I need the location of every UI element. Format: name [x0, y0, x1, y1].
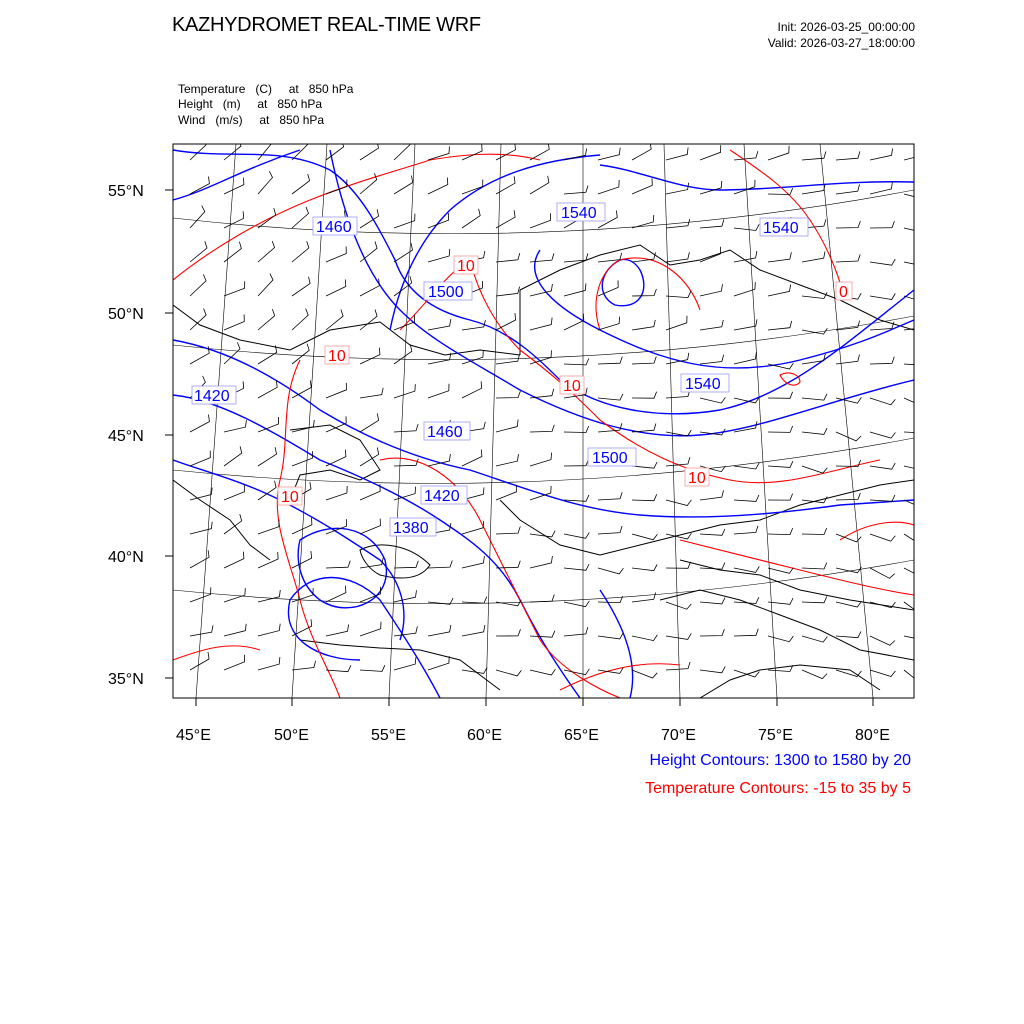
height-label: 1460: [427, 424, 463, 441]
wind-barb: [496, 485, 516, 500]
height-label: 1500: [428, 284, 464, 301]
wind-barb: [666, 252, 689, 262]
wind-barb: [768, 146, 789, 160]
wind-barb: [768, 461, 793, 467]
wind-barb: [496, 561, 520, 568]
height-label: 1420: [194, 388, 230, 405]
wind-barb: [496, 420, 518, 433]
wind-barb: [326, 310, 343, 331]
wind-barb: [802, 528, 827, 535]
wind-barb: [666, 533, 691, 539]
wind-barb: [700, 598, 725, 604]
valid-time: Valid: 2026-03-27_18:00:00: [767, 36, 915, 50]
wind-barb: [496, 313, 516, 330]
wind-barb: [836, 601, 861, 607]
wind-barb: [768, 636, 793, 642]
wind-barb: [224, 178, 244, 194]
wind-barb: [394, 384, 415, 398]
wind-barb: [190, 241, 207, 262]
wind-barb: [904, 398, 929, 407]
wind-barb: [836, 254, 860, 262]
wind-barb: [632, 178, 652, 194]
temperature-label: 10: [328, 348, 346, 365]
wind-barb: [598, 633, 623, 639]
wind-barb: [326, 624, 349, 636]
wind-barb: [734, 421, 757, 432]
wind-barb: [632, 142, 651, 160]
wind-barb: [802, 563, 827, 569]
wind-barb: [394, 138, 410, 160]
wind-barb: [734, 597, 759, 603]
wind-barb: [904, 500, 929, 509]
temperature-label: 10: [688, 470, 706, 487]
wind-barb: [530, 318, 552, 330]
wind-barb: [734, 352, 756, 364]
wind-barb: [904, 534, 928, 546]
wind-barb: [904, 227, 929, 233]
wind-barb: [666, 291, 691, 297]
wind-barb: [530, 176, 549, 194]
height-label: 1460: [316, 219, 352, 236]
wind-barb: [768, 188, 793, 194]
wind-barb: [768, 528, 793, 535]
wind-barb: [258, 208, 276, 228]
wind-barb: [530, 669, 555, 675]
lon-tick-label: 75°E: [758, 727, 793, 744]
wind-barb: [224, 211, 244, 228]
wind-barb: [836, 221, 860, 228]
wind-barb: [360, 484, 380, 500]
wind-barb: [700, 629, 724, 636]
wind-barb: [462, 144, 482, 160]
wind-barb: [258, 380, 277, 398]
wind-barb: [292, 207, 309, 228]
wind-barb: [360, 413, 379, 432]
wind-barb: [870, 149, 893, 161]
lat-tick-label: 50°N: [108, 306, 144, 323]
wind-barb: [326, 561, 350, 568]
longitude-labels: [176, 727, 890, 744]
wind-barb: [292, 277, 310, 296]
wind-barb: [734, 495, 759, 501]
wind-barb: [360, 519, 380, 534]
wind-barb: [224, 420, 247, 432]
wind-barb: [904, 194, 929, 200]
wind-barb: [632, 357, 656, 365]
wind-barb: [292, 344, 309, 364]
wind-barb: [870, 221, 894, 228]
wind-barb: [598, 317, 620, 330]
wind-barb: [258, 520, 279, 534]
axis-ticks: [165, 190, 873, 706]
lon-tick-label: 60°E: [467, 727, 502, 744]
wind-barb: [258, 552, 278, 568]
wind-barb: [326, 665, 351, 671]
chart-title: KAZHYDROMET REAL-TIME WRF: [172, 14, 481, 36]
wind-barb: [462, 521, 484, 534]
wind-barb: [632, 635, 657, 641]
wind-barb: [904, 635, 929, 641]
wind-barb: [224, 242, 241, 262]
wind-barb: [768, 494, 793, 501]
height-label: 1540: [685, 376, 721, 393]
wind-barb: [598, 148, 620, 160]
wind-barb: [734, 180, 755, 194]
wind-barb: [462, 209, 480, 228]
wind-barb: [496, 391, 520, 398]
wind-barb: [190, 274, 206, 296]
wind-barb: [394, 487, 416, 500]
wind-barb: [768, 426, 793, 432]
wind-barb: [632, 670, 657, 678]
height-contour-legend: Height Contours: 1300 to 1580 by 20: [649, 752, 911, 769]
wind-barb: [428, 249, 450, 262]
wind-barb: [292, 420, 314, 432]
wind-barb: [904, 427, 929, 433]
wind-barb: [632, 494, 657, 500]
wind-barb: [598, 357, 622, 364]
wind-barb: [496, 253, 520, 262]
wind-barb: [428, 656, 449, 670]
wind-barb: [360, 242, 377, 263]
latitude-labels: [108, 183, 144, 688]
wind-barb: [258, 309, 275, 330]
wind-barb: [564, 186, 588, 194]
wind-barb: [258, 346, 277, 365]
wind-barb: [700, 490, 724, 500]
wind-barb: [700, 355, 724, 364]
wind-barb: [462, 180, 483, 195]
wind-barb: [632, 593, 656, 603]
wind-barb: [666, 662, 690, 670]
lon-tick-label: 45°E: [176, 727, 211, 744]
wind-barb: [564, 426, 589, 433]
wind-barb: [564, 495, 589, 501]
wind-barb: [700, 145, 721, 160]
wind-barb: [598, 280, 618, 296]
wind-barb: [224, 139, 241, 160]
wind-barb: [870, 357, 894, 364]
wind-barb: [734, 319, 757, 330]
lat-tick-label: 40°N: [108, 549, 144, 566]
wind-barb: [530, 253, 554, 262]
wind-barb: [802, 428, 827, 434]
wind-barb: [292, 518, 312, 534]
wind-barb: [768, 285, 791, 297]
height-label: 1540: [561, 205, 597, 222]
lon-tick-label: 50°E: [274, 727, 309, 744]
wind-barb: [530, 631, 555, 637]
wind-barb: [700, 397, 725, 403]
wind-barb: [428, 561, 452, 569]
wind-barb: [598, 180, 619, 194]
wind-barb: [496, 287, 520, 296]
lon-tick-label: 65°E: [564, 727, 599, 744]
wind-barb: [564, 627, 588, 636]
wind-barb: [836, 355, 860, 365]
wind-barb: [768, 598, 793, 604]
wind-barb: [258, 137, 272, 160]
height-label: 1500: [592, 450, 628, 467]
wind-barb: [768, 392, 793, 399]
height-label: 1380: [393, 520, 429, 537]
height-label: 1420: [424, 488, 460, 505]
wind-barb: [598, 526, 622, 534]
wind-barb: [496, 629, 521, 636]
wind-barb: [598, 394, 623, 400]
wind-barb: [292, 138, 308, 160]
wind-barb: [632, 392, 657, 399]
wind-barb: [632, 565, 657, 571]
temperature-label: 10: [563, 378, 581, 395]
lon-tick-label: 70°E: [661, 727, 696, 744]
wind-barb: [598, 492, 622, 500]
wind-barb: [428, 178, 448, 195]
wind-barb: [258, 624, 280, 636]
wind-barb: [666, 562, 691, 569]
wind-barb: [666, 148, 688, 161]
wind-barb: [190, 451, 210, 466]
wind-barb: [734, 629, 758, 636]
wind-barb: [360, 665, 385, 671]
wind-barb: [632, 424, 656, 433]
temperature-contour-legend: Temperature Contours: -15 to 35 by 5: [645, 780, 911, 797]
wind-barb: [768, 252, 791, 262]
wind-barb: [190, 625, 213, 636]
wind-barb: [768, 321, 792, 330]
wind-barb: [700, 667, 725, 673]
height-label: 1540: [763, 220, 799, 237]
wind-barb: [258, 171, 273, 194]
wind-barb: [802, 670, 827, 679]
wind-barb: [836, 184, 860, 194]
lat-tick-label: 55°N: [108, 183, 144, 200]
wind-barb: [904, 465, 929, 471]
wind-barb: [496, 527, 520, 535]
wind-barb: [292, 241, 309, 262]
wind-barb: [394, 657, 416, 670]
wind-barb: [802, 152, 826, 161]
wind-barb: [700, 529, 725, 535]
wind-barb: [564, 359, 589, 365]
wind-barb: [394, 344, 412, 364]
lon-tick-label: 55°E: [371, 727, 406, 744]
wind-barb: [904, 359, 929, 365]
wind-barb: [258, 590, 280, 602]
wind-barb: [326, 383, 346, 398]
wind-barb: [462, 625, 485, 636]
lat-tick-label: 45°N: [108, 428, 144, 445]
wind-barb: [870, 294, 895, 300]
wind-barb: [734, 224, 759, 230]
wind-barb: [360, 348, 380, 364]
wind-barb: [258, 274, 273, 296]
wind-barb: [428, 384, 449, 398]
wind-barb: [870, 463, 895, 469]
wind-barb: [428, 319, 451, 330]
wind-barb: [904, 296, 929, 303]
wind-barb: [394, 176, 413, 194]
wind-barb: [224, 552, 244, 568]
wind-barb: [802, 251, 825, 262]
wind-barb: [870, 259, 895, 265]
wind-barb: [462, 381, 482, 398]
wind-barb: [496, 143, 516, 160]
wind-barb: [292, 309, 308, 330]
temperature-label: 0: [839, 284, 848, 301]
wind-barb: [190, 652, 209, 670]
wind-barb: [904, 261, 929, 267]
wind-barb: [462, 597, 487, 603]
wind-barb: [734, 463, 759, 469]
borders: [173, 245, 914, 698]
wind-barb: [564, 669, 589, 675]
wind-barb: [870, 182, 892, 194]
wind-barb: [802, 497, 827, 503]
wind-barb: [224, 624, 246, 636]
wind-barb: [564, 533, 589, 539]
wind-barb: [836, 631, 861, 637]
wind-barb: [360, 173, 377, 194]
wind-barb: [530, 142, 549, 160]
wind-barb: [190, 587, 211, 602]
wind-barb: [802, 596, 827, 602]
wind-barb: [734, 526, 758, 534]
variable-height: Height (m) at 850 hPa: [178, 97, 323, 111]
wind-barb: [904, 670, 927, 684]
wind-barb: [292, 551, 312, 568]
wind-barb: [292, 661, 316, 670]
wind-barb: [530, 425, 554, 432]
init-time: Init: 2026-03-25_00:00:00: [777, 20, 915, 34]
wind-barb: [802, 394, 827, 400]
wind-barb: [292, 380, 311, 398]
wind-barb: [904, 568, 929, 578]
wind-barb: [700, 181, 722, 194]
map-content: [173, 137, 929, 698]
wind-barb: [564, 601, 589, 607]
wind-barb: [836, 493, 860, 500]
wind-barb: [258, 657, 280, 670]
wind-barb: [360, 388, 383, 398]
wind-barb: [530, 595, 554, 603]
wind-barb: [462, 556, 484, 568]
wind-barb: [258, 447, 277, 466]
wind-barb: [190, 138, 206, 160]
wind-barb: [190, 488, 212, 500]
wind-barb: [666, 602, 691, 609]
wind-barb: [904, 148, 926, 160]
wind-barb: [360, 310, 377, 331]
wind-barb: [292, 174, 310, 194]
wind-barb: [326, 140, 344, 160]
wind-barb: [394, 424, 418, 432]
wind-barb: [870, 568, 895, 578]
wind-barb: [768, 568, 793, 574]
wind-barb: [258, 241, 275, 262]
wind-barb: [632, 534, 657, 540]
wind-barb: [564, 564, 589, 570]
wind-barb: [326, 586, 346, 602]
wind-barb: [734, 567, 759, 573]
wind-barb: [530, 213, 551, 228]
wind-barb: [530, 453, 552, 466]
wind-barb: [190, 415, 209, 432]
wind-barb: [394, 459, 418, 466]
wind-barb: [666, 633, 691, 639]
wind-barb: [870, 398, 895, 405]
wind-barb: [530, 556, 552, 568]
wind-barb: [326, 280, 346, 297]
wind-barb: [496, 454, 519, 466]
wind-barb: [326, 247, 346, 263]
wind-barb: [666, 500, 691, 506]
variable-temperature: Temperature (C) at 850 hPa: [178, 82, 354, 96]
lat-tick-label: 35°N: [108, 671, 144, 688]
wind-barb: [870, 636, 895, 645]
wind-barb: [700, 284, 723, 296]
wind-barb: [836, 670, 861, 677]
wind-barb: [326, 486, 347, 500]
wind-barb: [360, 622, 381, 636]
wind-barb: [224, 485, 244, 500]
wind-barb: [700, 320, 723, 330]
wind-barb: [394, 590, 417, 602]
wind-barb: [394, 561, 418, 568]
wind-barb: [836, 151, 860, 160]
wind-barb: [802, 466, 827, 473]
wind-barb: [224, 655, 245, 670]
lon-tick-label: 80°E: [855, 727, 890, 744]
variable-wind: Wind (m/s) at 850 hPa: [178, 113, 325, 127]
wind-barb: [496, 670, 521, 676]
wind-barb: [870, 432, 895, 438]
wind-barb: [462, 450, 482, 467]
wind-barb: [224, 446, 242, 466]
wind-barb: [870, 670, 895, 677]
wind-barb: [190, 206, 205, 229]
wind-barb: [224, 281, 245, 296]
wind-barb: [870, 495, 895, 501]
wind-barb: [224, 315, 244, 331]
temperature-label: 10: [457, 258, 475, 275]
wind-barb: [564, 459, 589, 466]
wind-barb: [598, 568, 623, 574]
wind-barb: [870, 534, 895, 541]
wind-barb: [428, 625, 451, 636]
wind-barb: [802, 636, 827, 642]
temperature-label: 10: [281, 489, 299, 506]
wind-barb: [632, 320, 655, 330]
